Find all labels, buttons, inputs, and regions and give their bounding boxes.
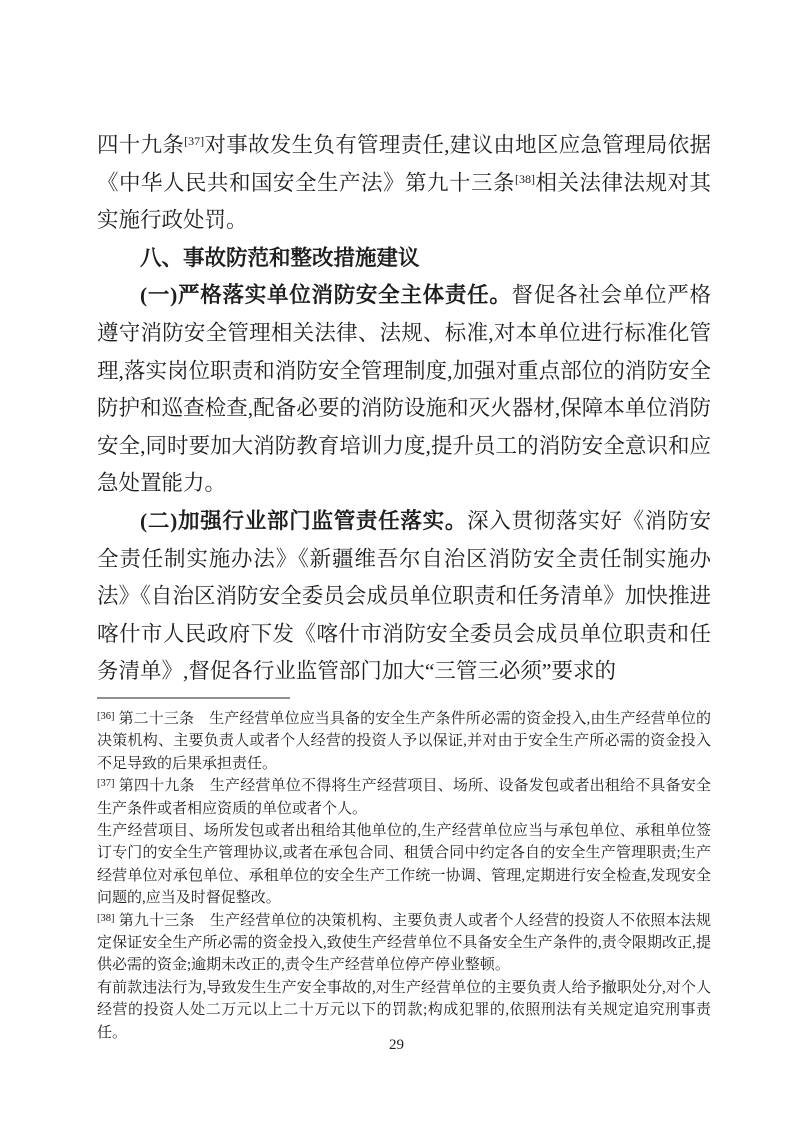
paragraph-continuation (97, 127, 711, 240)
footnote-text: 第四十九条 生产经营单位不得将生产经营项目、场所、设备发包或者出租给不具备安全生产条件或者相应资质的单位或者个人。 (97, 778, 711, 817)
footnote-text: 第九十三条 生产经营单位的决策机构、主要负责人或者个人经营的投资人不依照本法规定保证安全生产所必需的资金投入,致使生产经营单位不具备安全生产条件的,责令限期改正,提供必需的资金;逾期未改正的,责令生产经营单位停产停业整顿。 (97, 912, 711, 974)
footnote-ref-38: [38] (514, 171, 535, 186)
footnote-paragraph (97, 775, 711, 820)
body-run: 四十九条 (97, 133, 185, 157)
page-content (97, 127, 711, 1044)
page-number: 29 (389, 1037, 404, 1053)
footnote-separator (97, 697, 290, 699)
footnote-paragraph (97, 977, 711, 1044)
footnote-marker-36: [36] (97, 710, 115, 722)
body-text (97, 127, 711, 691)
paragraph-lead: (二)加强行业部门监管责任落实。 (140, 508, 468, 533)
footnote-text: 有前款违法行为,导致发生生产安全事故的,对生产经营单位的主要负责人给予撤职处分,对个人经营的投资人处二万元以上二十万元以下的罚款;构成犯罪的,依照刑法有关规定追究刑事责任。 (97, 979, 711, 1041)
body-run: 相关法律法规对其实施行政处罚。 (97, 170, 711, 233)
footnote-36 (97, 708, 711, 775)
body-run: 对事故发生负有管理责任,建议由地区应急管理局依据《中华人民共和国安全生产法》第九十三条 (97, 133, 711, 195)
footnotes-section (97, 708, 711, 1044)
body-run: 督促各社会单位严格遵守消防安全管理相关法律、法规、标准,对本单位进行标准化管理,落实岗位职责和消防安全管理制度,加强对重点部位的消防安全防护和巡查检查,配备必要的消防设施和灭火器材,保障本单位消防安全,同时要加大消防教育培训力度,提升员工的消防安全意识和应急处置能力。 (97, 283, 711, 496)
paragraph-measure-1 (97, 277, 711, 503)
footnote-paragraph (97, 820, 711, 910)
section-heading: 八、事故防范和整改措施建议 (140, 245, 420, 270)
footnote-marker-37: [37] (97, 778, 115, 790)
paragraph-lead: (一)严格落实单位消防安全主体责任。 (140, 283, 512, 308)
footnote-37 (97, 775, 711, 909)
footnote-text: 第二十三条 生产经营单位应当具备的安全生产条件所必需的资金投入,由生产经营单位的决策机构、主要负责人或者个人经营的投资人予以保证,并对由于安全生产所必需的资金投入不足导致的后果承担责任。 (97, 710, 711, 772)
paragraph-measure-2 (97, 503, 711, 691)
footnote-paragraph (97, 708, 711, 775)
footnote-38 (97, 910, 711, 1044)
body-run: 深入贯彻落实好《消防安全责任制实施办法》《新疆维吾尔自治区消防安全责任制实施办法》《自治区消防安全委员会成员单位职责和任务清单》加快推进喀什市人民政府下发《喀什市消防安全委员会成员单位职责和任务清单》,督促各行业监管部门加大“三管三必须”要求的 (97, 508, 711, 684)
footnote-paragraph (97, 910, 711, 977)
footnote-marker-38: [38] (97, 912, 115, 924)
footnote-ref-37: [37] (184, 134, 205, 148)
footnote-text: 生产经营项目、场所发包或者出租给其他单位的,生产经营单位应当与承包单位、承租单位签订专门的安全生产管理协议,或者在承包合同、租赁合同中约定各自的安全生产管理职责;生产经营单位对承包单位、承租单位的安全生产工作统一协调、管理,定期进行安全检查,发现安全问题的,应当及时督促整改。 (97, 822, 711, 907)
